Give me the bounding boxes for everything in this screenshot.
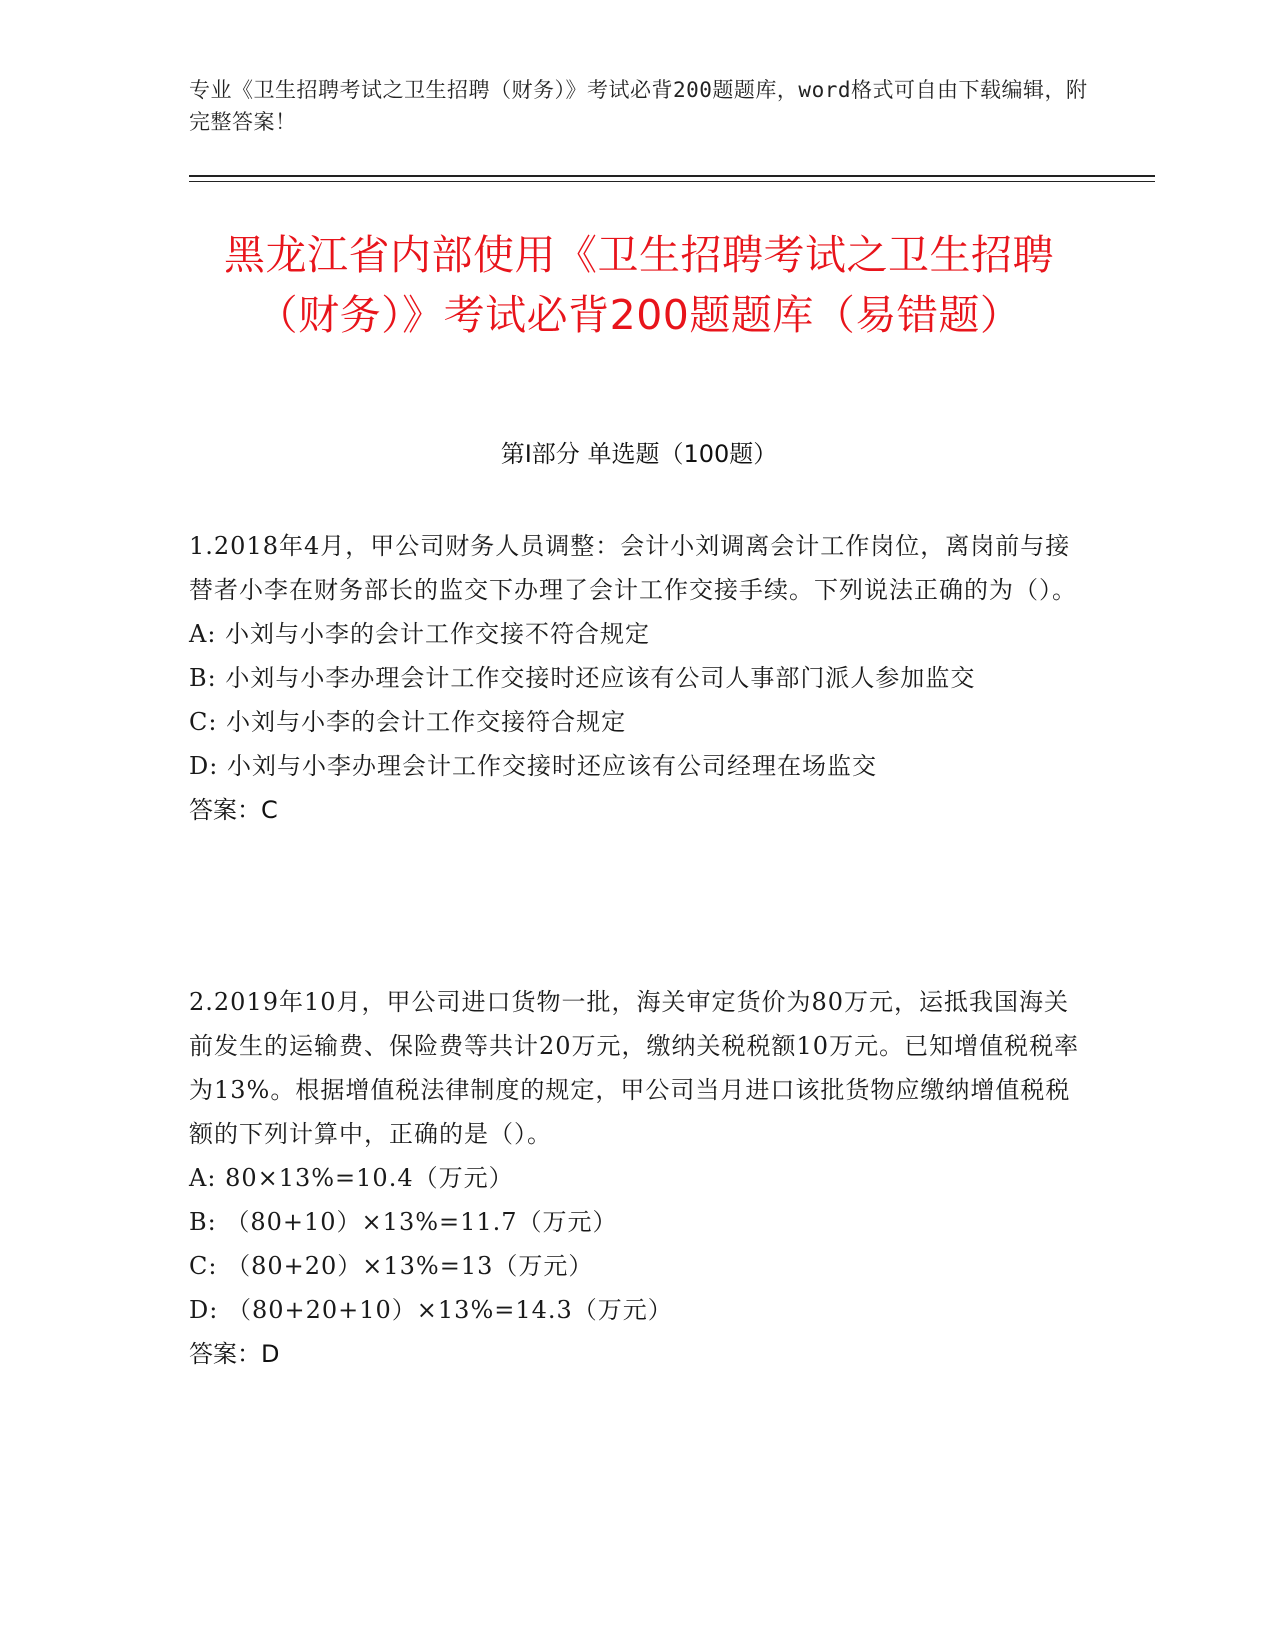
option-b — [189, 656, 1089, 700]
option-d — [189, 744, 1089, 788]
option-d — [189, 1288, 1089, 1332]
option-a — [189, 1156, 1089, 1200]
option-text: （80+20+10）×13%=14.3（万元） — [226, 1296, 673, 1324]
question-stem: 1.2018年4月，甲公司财务人员调整：会计小刘调离会计工作岗位，离岗前与接替者小李在财务部长的监交下办理了会计工作交接手续。下列说法正确的为（）。 — [189, 532, 1077, 604]
option-key: C: — [189, 708, 218, 736]
header-divider-thick — [189, 175, 1155, 177]
header-divider-thin — [189, 181, 1155, 182]
option-key: C: — [189, 1252, 218, 1280]
option-b — [189, 1200, 1089, 1244]
answer-line: 答案：D — [189, 1340, 280, 1368]
option-key: A: — [189, 620, 217, 648]
option-c — [189, 700, 1089, 744]
option-key: B: — [189, 664, 217, 692]
question-stem: 2.2019年10月，甲公司进口货物一批，海关审定货价为80万元，运抵我国海关前发生的运输费、保险费等共计20万元，缴纳关税税额10万元。已知增值税税率为13%。根据增值税法律制度的规定，甲公司当月进口该批货物应缴纳增值税税额的下列计算中，正确的是（）。 — [189, 988, 1080, 1148]
header-note: 专业《卫生招聘考试之卫生招聘（财务）》考试必背200题题库，word格式可自由下载编辑，附完整答案！ — [189, 78, 1088, 134]
option-key: A: — [189, 1164, 217, 1192]
document-title: 黑龙江省内部使用《卫生招聘考试之卫生招聘（财务）》考试必背200题题库（易错题） — [224, 231, 1054, 339]
question-1 — [189, 524, 1089, 832]
option-text: 小刘与小李办理会计工作交接时还应该有公司人事部门派人参加监交 — [225, 664, 976, 692]
option-text: （80+20）×13%=13（万元） — [226, 1252, 594, 1280]
option-key: D: — [189, 1296, 219, 1324]
option-text: 小刘与小李的会计工作交接不符合规定 — [225, 620, 651, 648]
option-text: 小刘与小李办理会计工作交接时还应该有公司经理在场监交 — [226, 752, 877, 780]
answer-line: 答案：C — [189, 796, 278, 824]
question-2 — [189, 980, 1089, 1376]
section-heading: 第I部分 单选题（100题） — [500, 440, 778, 468]
option-text: 小刘与小李的会计工作交接符合规定 — [226, 708, 627, 736]
option-text: （80+10）×13%=11.7（万元） — [225, 1208, 618, 1236]
option-c — [189, 1244, 1089, 1288]
option-a — [189, 612, 1089, 656]
option-key: D: — [189, 752, 219, 780]
option-key: B: — [189, 1208, 217, 1236]
option-text: 80×13%=10.4（万元） — [225, 1164, 514, 1192]
